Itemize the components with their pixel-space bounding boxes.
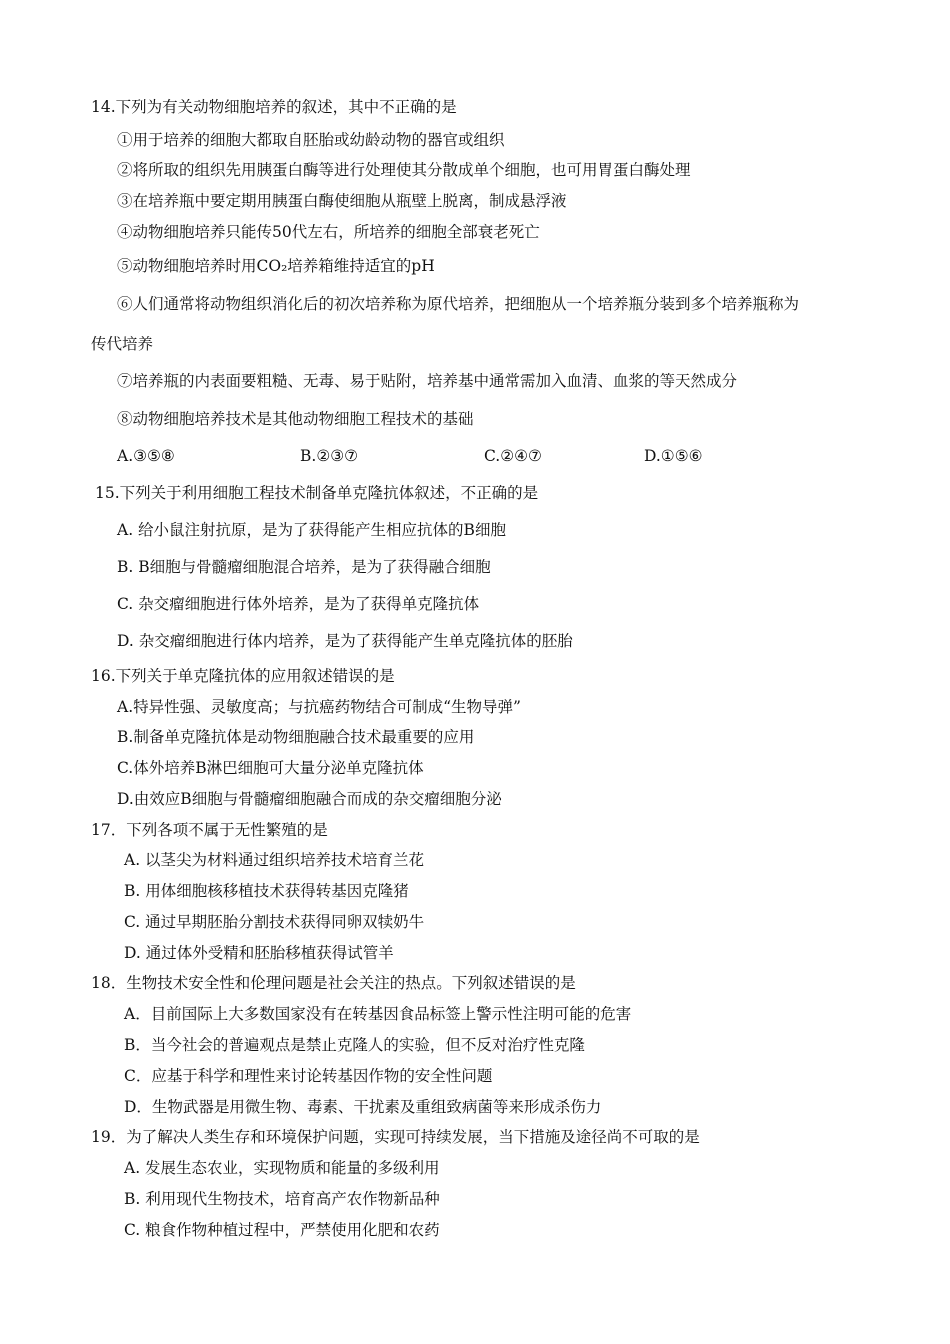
question-17-stem: 17．下列各项不属于无性繁殖的是 xyxy=(91,821,328,839)
question-18-stem: 18．生物技术安全性和伦理问题是社会关注的热点。下列叙述错误的是 xyxy=(91,974,576,992)
question-16-option-c: C.体外培养B淋巴细胞可大量分泌单克隆抗体 xyxy=(117,759,424,777)
question-19-option-a: A. 发展生态农业，实现物质和能量的多级利用 xyxy=(124,1159,440,1177)
question-14-stem: 14.下列为有关动物细胞培养的叙述，其中不正确的是 xyxy=(91,98,457,116)
question-17-option-c: C. 通过早期胚胎分割技术获得同卵双犊奶牛 xyxy=(124,913,425,931)
question-14-item-7: ⑦培养瓶的内表面要粗糙、无毒、易于贴附，培养基中通常需加入血清、血浆的等天然成分 xyxy=(117,372,738,390)
question-14-item-6: ⑥人们通常将动物组织消化后的初次培养称为原代培养，把细胞从一个培养瓶分装到多个培养瓶称为 xyxy=(117,295,800,313)
question-16-option-b: B.制备单克隆抗体是动物细胞融合技术最重要的应用 xyxy=(117,728,475,746)
question-15-option-d: D. 杂交瘤细胞进行体内培养，是为了获得能产生单克隆抗体的胚胎 xyxy=(117,632,573,650)
question-16-stem: 16.下列关于单克隆抗体的应用叙述错误的是 xyxy=(91,667,395,685)
question-14-option-c: C.②④⑦ xyxy=(484,447,542,465)
question-14-option-a: A.③⑤⑧ xyxy=(117,447,175,465)
question-16-option-d: D.由效应B细胞与骨髓瘤细胞融合而成的杂交瘤细胞分泌 xyxy=(117,790,502,808)
question-14-item-5: ⑤动物细胞培养时用CO₂培养箱维持适宜的pH xyxy=(117,257,435,275)
question-18-option-d: D．生物武器是用微生物、毒素、干扰素及重组致病菌等来形成杀伤力 xyxy=(124,1098,602,1116)
question-18-option-a: A．目前国际上大多数国家没有在转基因食品标签上警示性注明可能的危害 xyxy=(124,1005,632,1023)
question-19-option-b: B. 利用现代生物技术，培育高产农作物新品种 xyxy=(124,1190,440,1208)
question-14-item-2: ②将所取的组织先用胰蛋白酶等进行处理使其分散成单个细胞，也可用胃蛋白酶处理 xyxy=(117,161,691,179)
question-14-item-8: ⑧动物细胞培养技术是其他动物细胞工程技术的基础 xyxy=(117,410,474,428)
question-14-option-b: B.②③⑦ xyxy=(300,447,359,465)
question-15-option-c: C. 杂交瘤细胞进行体外培养，是为了获得单克隆抗体 xyxy=(117,595,480,613)
question-15-option-b: B. B细胞与骨髓瘤细胞混合培养，是为了获得融合细胞 xyxy=(117,558,491,576)
question-19-option-c: C. 粮食作物种植过程中，严禁使用化肥和农药 xyxy=(124,1221,440,1239)
question-18-option-b: B．当今社会的普遍观点是禁止克隆人的实验，但不反对治疗性克隆 xyxy=(124,1036,585,1054)
question-17-option-b: B. 用体细胞核移植技术获得转基因克隆猪 xyxy=(124,882,409,900)
question-14-item-6-continuation: 传代培养 xyxy=(91,335,154,353)
question-14-option-d: D.①⑤⑥ xyxy=(644,447,703,465)
question-14-item-1: ①用于培养的细胞大都取自胚胎或幼龄动物的器官或组织 xyxy=(117,131,505,149)
question-15-stem: 15.下列关于利用细胞工程技术制备单克隆抗体叙述，不正确的是 xyxy=(95,484,539,502)
question-16-option-a: A.特异性强、灵敏度高；与抗癌药物结合可制成“生物导弹” xyxy=(117,698,521,716)
question-19-stem: 19．为了解决人类生存和环境保护问题，实现可持续发展，当下措施及途径尚不可取的是 xyxy=(91,1128,700,1146)
question-17-option-d: D. 通过体外受精和胚胎移植获得试管羊 xyxy=(124,944,394,962)
question-14-options xyxy=(117,447,877,467)
question-17-option-a: A. 以茎尖为材料通过组织培养技术培育兰花 xyxy=(124,851,425,869)
question-14-item-4: ④动物细胞培养只能传50代左右，所培养的细胞全部衰老死亡 xyxy=(117,223,540,241)
question-15-option-a: A. 给小鼠注射抗原，是为了获得能产生相应抗体的B细胞 xyxy=(117,521,506,539)
question-14-item-3: ③在培养瓶中要定期用胰蛋白酶使细胞从瓶壁上脱离，制成悬浮液 xyxy=(117,192,567,210)
question-18-option-c: C．应基于科学和理性来讨论转基因作物的安全性问题 xyxy=(124,1067,493,1085)
